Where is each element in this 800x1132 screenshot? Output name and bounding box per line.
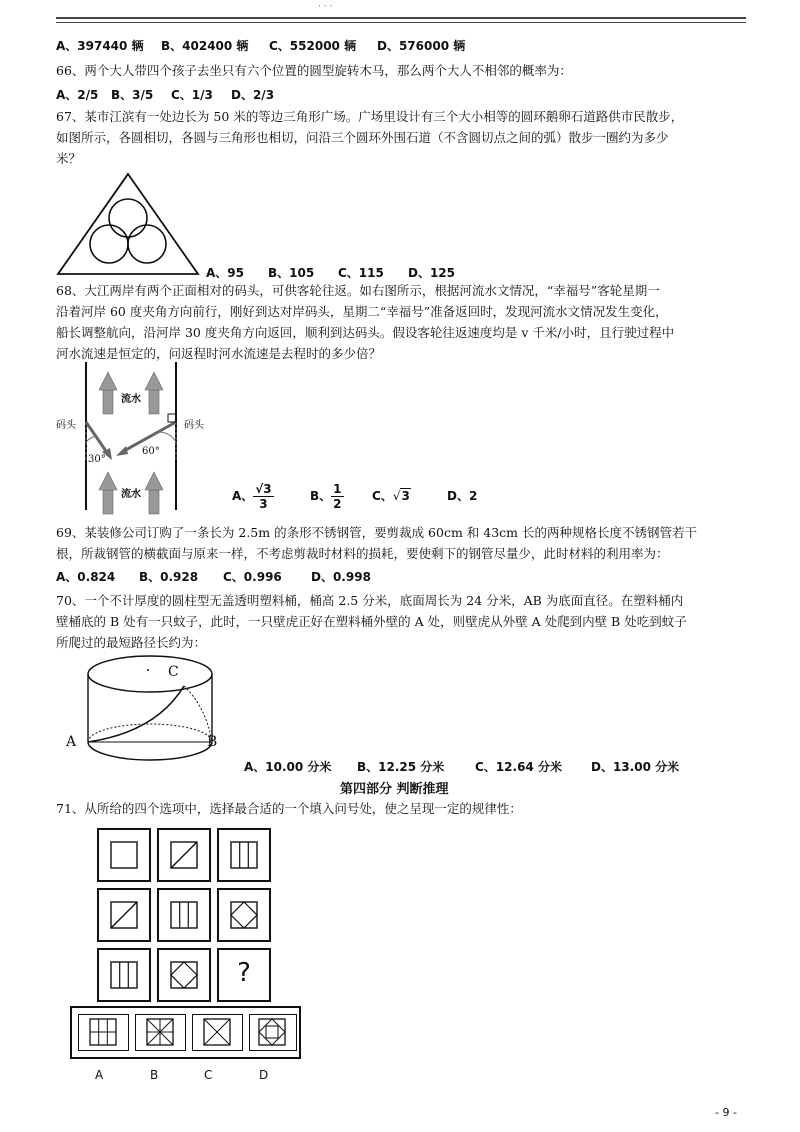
q66-option-b: B、3/5 — [111, 88, 154, 102]
q67-option-d: D、125 — [408, 266, 456, 280]
q71-option-label-a: A — [95, 1068, 104, 1082]
q67-line-1: 67、某市江滨有一处边长为 50 米的等边三角形广场。广场里设计有三个大小相等的圆环鹅卵石道路供市民散步， — [56, 109, 684, 124]
q71-grid-cell-question — [217, 948, 271, 1002]
q70-point-dot — [147, 669, 149, 671]
q67-line-2: 如图所示，各圆相切，各圆与三角形也相切，问沿三个圆环外围石道（不含圆切点之间的弧）散步一圈约为多少 — [56, 130, 669, 145]
q65-option-b: B、402400 辆 — [161, 39, 249, 53]
q70-bottom-front — [88, 742, 212, 760]
q71-option-label-b: B — [150, 1068, 159, 1082]
q69-options — [56, 568, 371, 585]
q70-path-a-to-c — [88, 686, 184, 742]
q71-option-strip — [70, 1006, 301, 1059]
q71-question-mark: ? — [237, 958, 251, 988]
q68-angle-arc-left — [86, 436, 96, 442]
q67-line-3: 米？ — [56, 151, 82, 166]
q71-grid-cell — [157, 828, 211, 882]
q65-option-a: A、397440 辆 — [56, 39, 144, 53]
q71-option-label-c: C — [204, 1068, 213, 1082]
q70-option-a: A、10.00 分米 — [244, 760, 332, 774]
q71-grid-cell — [97, 948, 151, 1002]
q70-option-c: C、12.64 分米 — [475, 760, 562, 774]
q70-options — [244, 758, 679, 775]
q70-line-1: 70、一个不计厚度的圆柱型无盖透明塑料桶，桶高 2.5 分米，底面周长为 24 分米，AB 为底面直径。在塑料桶内 — [56, 593, 684, 608]
q68-flow-arrow-bottom-right — [145, 472, 163, 514]
q66-text: 66、两个大人带四个孩子去坐只有六个位置的圆型旋转木马，那么两个大人不相邻的概率为： — [56, 63, 572, 78]
q65-option-c: C、552000 辆 — [269, 39, 357, 53]
q68-line-4: 河水流速是恒定的，问返程时河水流速是去程时的多少倍？ — [56, 346, 382, 361]
q71-grid-cell — [97, 828, 151, 882]
q65-options — [56, 37, 465, 54]
q71-option-c-figure — [193, 1015, 241, 1049]
q68-angle-label-left: 30° — [88, 454, 106, 465]
q68-options — [232, 482, 477, 511]
q66-option-a: A、2/5 — [56, 88, 99, 102]
q71-option-a-figure — [79, 1015, 127, 1049]
q68-option-a: A、 $\frac{√3}{3}$ — [232, 482, 272, 511]
section-4-title: 第四部分 判断推理 — [340, 782, 449, 797]
q70-option-b: B、12.25 分米 — [357, 760, 445, 774]
q70-line-2: 壁桶底的 B 处有一只蚊子，此时，一只壁虎正好在塑料桶外壁的 A 处，则壁虎从外壁 A 处爬到内壁 B 处吃到蚊子 — [56, 614, 687, 629]
q68-option-d: D、2 — [447, 489, 478, 503]
q68-flow-label-bottom: 流水 — [121, 489, 141, 500]
q70-label-c: C — [168, 664, 179, 680]
q69-line-2: 根，所裁钢管的横截面与原来一样，不考虑剪裁时材料的损耗，要使剩下的钢管尽量少，此时材料的利用率为： — [56, 546, 669, 561]
q71-option-label-d: D — [259, 1068, 269, 1082]
q68-angle-label-right: 60° — [142, 446, 160, 457]
q70-cylinder-figure — [56, 652, 216, 772]
header-rule-thick — [56, 17, 746, 19]
q68-line-3: 船长调整航向，沿河岸 30 度夹角方向返回，顺利到达码头。假设客轮往返速度均是 v 千米/小时，且行驶过程中 — [56, 325, 675, 340]
q67-option-c: C、115 — [338, 266, 384, 280]
q66-option-d: D、2/3 — [231, 88, 275, 102]
q68-flow-label-top: 流水 — [121, 394, 141, 405]
q66-option-c: C、1/3 — [171, 88, 213, 102]
q71-grid-cell — [157, 948, 211, 1002]
q71-option-b-figure — [136, 1015, 184, 1049]
q67-triangle — [58, 174, 198, 274]
q71-grid-cell — [97, 888, 151, 942]
q67-circle-left — [90, 225, 128, 263]
q68-option-c: C、√3 — [372, 489, 410, 503]
q70-bottom-back — [88, 724, 212, 742]
q69-line-1: 69、某装修公司订购了一条长为 2.5m 的条形不锈钢管，要剪裁成 60cm 和 43cm 长的两种规格长度不锈钢管若干 — [56, 525, 697, 540]
q71-grid-cell — [217, 888, 271, 942]
q68-line-2: 沿着河岸 60 度夹角方向前行，刚好到达对岸码头，星期二“幸福号”准备返回时，发现河流水文情况发生变化， — [56, 304, 668, 319]
q69-option-c: C、0.996 — [223, 570, 282, 584]
q68-option-b: B、 $\frac{1}{2}$ — [310, 482, 342, 511]
q68-flow-arrow-bottom-left — [99, 472, 117, 514]
q67-circle-top — [109, 199, 147, 237]
q71-option-b-box[interactable] — [135, 1014, 186, 1051]
q65-option-d: D、576000 辆 — [377, 39, 466, 53]
q71-option-d-box[interactable] — [249, 1014, 297, 1051]
q70-top-ellipse — [88, 656, 212, 692]
q67-option-a: A、95 — [206, 266, 244, 280]
q69-option-a: A、0.824 — [56, 570, 116, 584]
q68-course-30 — [86, 422, 108, 454]
q68-dock-left-label: 码头 — [56, 420, 76, 431]
header-fragment: · · · — [318, 2, 333, 12]
header-rule-thin — [56, 22, 746, 23]
q69-option-b: B、0.928 — [139, 570, 199, 584]
q67-triangle-figure — [56, 170, 206, 280]
q68-course-60-arrowhead — [116, 446, 128, 456]
q68-flow-arrow-top-right — [145, 372, 163, 414]
q67-option-b: B、105 — [268, 266, 315, 280]
q70-label-b: B — [207, 734, 218, 750]
q71-text: 71、从所给的四个选项中，选择最合适的一个填入问号处，使之呈现一定的规律性： — [56, 801, 522, 816]
q68-flow-arrow-top-left — [99, 372, 117, 414]
q71-grid-cell — [157, 888, 211, 942]
q67-options — [206, 264, 455, 281]
q71-option-c-box[interactable] — [192, 1014, 243, 1051]
q68-line-1: 68、大江两岸有两个正面相对的码头，可供客轮往返。如右图所示，根据河流水文情况，“幸福号”客轮星期一 — [56, 283, 660, 298]
q70-line-3: 所爬过的最短路径长约为： — [56, 635, 207, 650]
q70-option-d: D、13.00 分米 — [591, 760, 680, 774]
q68-dock-right-label: 码头 — [184, 420, 204, 431]
page-number: - 9 - — [715, 1106, 737, 1119]
q71-puzzle-grid — [97, 828, 277, 1008]
q71-grid-cell — [217, 828, 271, 882]
q66-options — [56, 86, 274, 103]
q70-label-a: A — [66, 734, 77, 750]
q71-option-d-figure — [250, 1015, 295, 1049]
q71-option-a-box[interactable] — [78, 1014, 129, 1051]
q69-option-d: D、0.998 — [311, 570, 371, 584]
q68-right-angle-mark — [168, 414, 176, 422]
q67-circle-right — [128, 225, 166, 263]
q68-angle-arc-right — [160, 432, 176, 442]
